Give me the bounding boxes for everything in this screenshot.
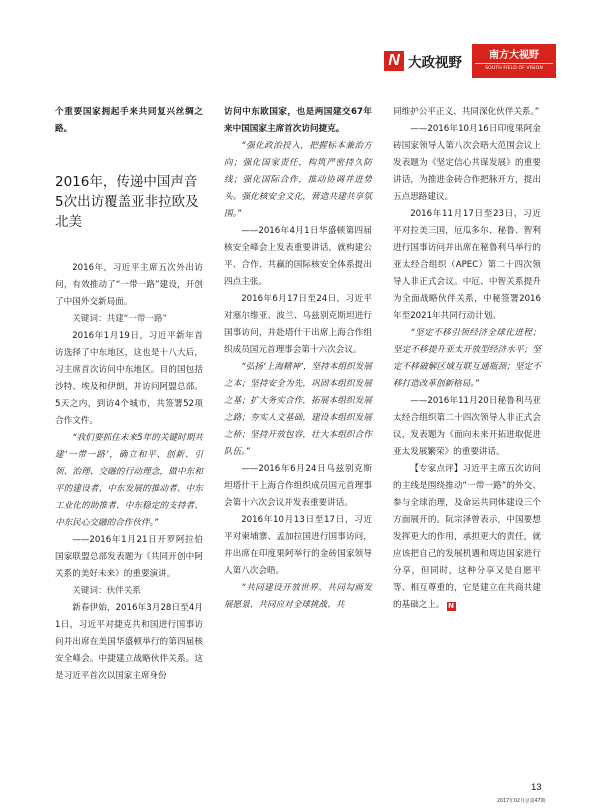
end-mark-icon: N [448,602,454,610]
paragraph: 2016年，习近平主席五次外出访问，有效推动了“一带一路”建设，开创了中国外交新局面。 [55,263,203,307]
column-3 [393,104,541,614]
n-logo-icon: N [384,51,404,71]
article-heading: 2016年，传递中国声音5次出访覆盖亚非拉欧及北美 [55,174,199,230]
paragraph: 个重要国家拥起手来共同复兴丝绸之路。 [55,107,203,134]
paragraph: ——2016年4月1日华盛顿第四届核安全峰会上发表重要讲话，就构建公平、合作、共赢的国际核安全体系提出四点主张。 [224,226,372,287]
keyword-label: 关键词：共建“一带一路” [72,314,168,324]
page-number: 13 [531,782,542,793]
quote-paragraph: “坚定不移引领经济全球化进程；坚定不移提升亚太开放型经济水平；坚定不移破解区域互联互通瓶颈；坚定不移打造改革创新格局。” [393,328,541,389]
paragraph: 2016年6月17日至24日，习近平对塞尔维亚、波兰、乌兹别克斯坦进行国事访问，并赴塔什干出席上海合作组织成员国元首理事会第十六次会议。 [224,294,372,355]
quote-paragraph: “我们要抓住未来5年的关键时期共建‘一带一路’，确立和平、创新、引领、治理、交融的行动理念，做中东和平的建设者、中东发展的推动者、中东工业化的助推者、中东稳定的支持者、中东民心交融的合作伙伴。” [55,433,203,528]
paragraph: ——2016年6月24日乌兹别克斯坦塔什干上海合作组织成员国元首理事会第十六次会议并发表重要讲话。 [224,464,372,508]
column-2 [224,104,372,614]
badge-subtitle: SOUTH FIELD OF VISION [485,66,543,71]
masthead-logo [384,44,472,78]
section-title: 大政视野 [408,55,462,71]
paragraph: 同维护公平正义、共同深化伙伴关系。” [393,107,540,117]
masthead [384,44,556,78]
column-1 [55,104,203,685]
quote-paragraph: “弘扬‘上海精神’，坚持本组织发展之本；坚持安全为先，巩固本组织发展之基；扩大务实合作，拓展本组织发展之路；夯实人文基础，建设本组织发展之桥；坚持开放包容，壮大本组织合作队伍。” [224,362,372,457]
issue-line: 2017年02月总第47期 [497,799,546,804]
paragraph: ——2016年10月16日印度果阿金砖国家领导人第八次会晤大范围会议上发表题为《坚定信心共谋发展》的重要讲话，为推进金砖合作把脉开方，提出五点思路建议。 [393,124,541,202]
keyword-label: 关键词：伙伴关系 [72,586,141,596]
quote-paragraph: “强化政治投入，把握标本兼治方向；强化国家责任，构筑严密持久防线；强化国际合作，推动协调并进势头。强化核安全文化，营造共建共享氛围。” [224,141,372,219]
paragraph: 2016年10月13日至17日，习近平对柬埔寨、孟加拉国进行国事访问，并出席在印度果阿举行的金砖国家领导人第八次会晤。 [224,515,372,576]
paragraph: 新春伊始，2016年3月28日至4月1日，习近平对捷克共和国进行国事访问并出席在美国华盛顿举行的第四届核安全峰会。中捷建立战略伙伴关系。这是习近平首次以国家主席身份 [55,603,203,681]
expert-comment-text: 【专家点评】习近平主席五次访问的主线是围绕推动“一带一路”的外交、参与全球治理，及命运共同体建设三个方面展开的。阮宗泽曾表示，中国要想发挥更大的作用，承担更大的责任，就应该把自己的发展机遇和周边国家进行分享，但同时，这种分享又是自愿平等、相互尊重的，它是建立在共商共建的基础之上。 [393,464,541,610]
quote-paragraph: “共同建设开放世界、共同勾画发展愿景、共同应对全球挑战、共 [224,583,372,610]
paragraph: 2016年11月17日至23日，习近平对拉美三国，厄瓜多尔、秘鲁、智利进行国事访问并出席在秘鲁利马举行的亚太经合组织（APEC）第二十四次领导人非正式会议。中厄、中智关系提升为全面战略伙伴关系，中秘签署2016年至2021年共同行动计划。 [393,209,541,321]
magazine-badge [472,44,556,78]
paragraph: ——2016年11月20日秘鲁利马亚太经合组织第二十四次领导人非正式会议，发表题为《面向未来开拓进取促进亚太发展繁荣》的重要讲话。 [393,396,541,457]
paragraph: ——2016年1月21日开罗阿拉伯国家联盟总部发表题为《共同开创中阿关系的美好未来》的重要演讲。 [55,535,203,579]
paragraph: 访问中东欧国家，也是两国建交67年来中国国家主席首次访问捷克。 [224,107,372,134]
badge-title: 南方大视野 [489,50,539,61]
expert-comment-paragraph [393,461,541,614]
paragraph: 2016年1月19日，习近平新年首访选择了中东地区，这也是十八大后，习主席首次访问中东地区。目的国包括沙特、埃及和伊朗，并访问阿盟总部。5天之内，到访4个城市，共签署52项合作文件。 [55,331,203,426]
